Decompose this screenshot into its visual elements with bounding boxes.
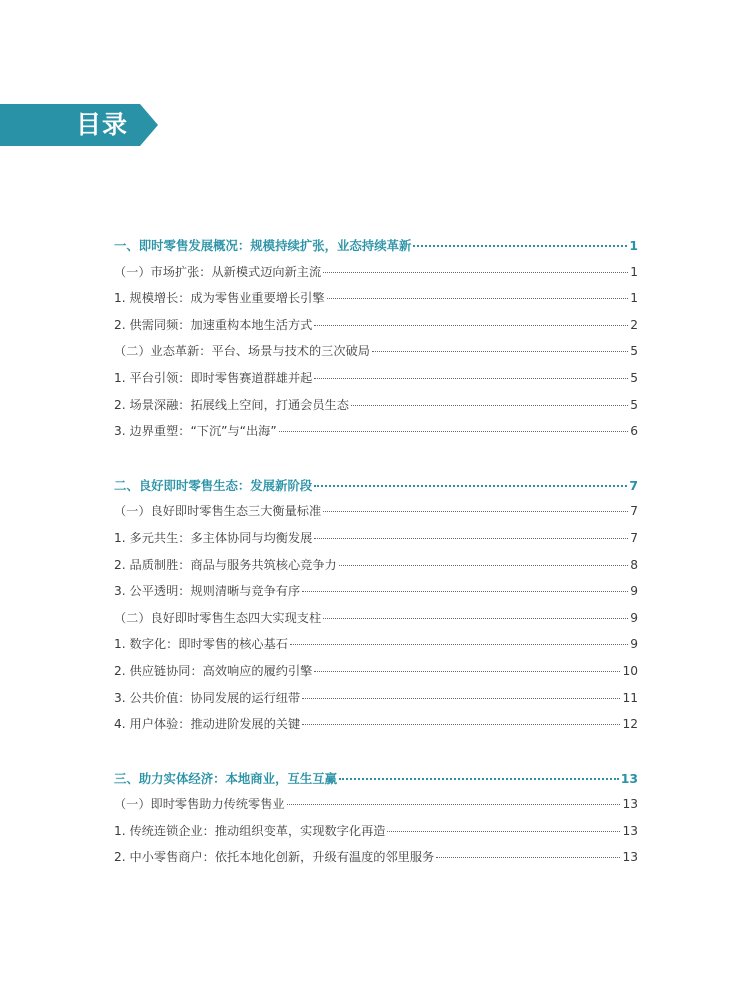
toc-entry-page-number: 9	[630, 584, 638, 599]
toc-entry-label: （二）良好即时零售生态四大实现支柱	[114, 610, 322, 625]
toc-entry-page-number: 9	[630, 610, 638, 625]
dot-leader	[413, 244, 627, 247]
toc-entry-label: 2. 供需同频：加速重构本地生活方式	[114, 317, 313, 332]
toc-entry-label: 二、良好即时零售生态：发展新阶段	[114, 477, 313, 493]
toc-entry-label: 1. 传统连锁企业：推动组织变革，实现数字化再造	[114, 823, 386, 838]
toc-entry-label: 3. 公平透明：规则清晰与竞争有序	[114, 584, 301, 599]
dot-leader	[287, 803, 621, 805]
toc-entry-item[interactable]	[114, 635, 638, 662]
chapter-gap	[114, 449, 638, 476]
toc-entry-section[interactable]	[114, 609, 638, 636]
dot-leader	[302, 590, 628, 592]
toc-entry-item[interactable]	[114, 662, 638, 689]
toc-entry-page-number: 7	[630, 530, 638, 545]
toc-entry-page-number: 10	[622, 663, 638, 678]
dot-leader	[290, 643, 628, 645]
toc-entry-item[interactable]	[114, 422, 638, 449]
toc-entry-label: （一）即时零售助力传统零售业	[114, 797, 285, 812]
toc-entry-page-number: 13	[620, 770, 638, 786]
toc-entry-page-number: 9	[630, 637, 638, 652]
toc-entry-item[interactable]	[114, 556, 638, 583]
dot-leader	[314, 377, 628, 379]
toc-entry-chapter[interactable]	[114, 769, 638, 796]
toc-entry-section[interactable]	[114, 342, 638, 369]
page-title: 目录	[76, 110, 129, 139]
toc-entry-label: 2. 供应链协同：高效响应的履约引擎	[114, 663, 313, 678]
dot-leader	[314, 537, 628, 539]
toc-entry-label: （一）市场扩张：从新模式迈向新主流	[114, 264, 322, 279]
dot-leader	[323, 271, 628, 273]
toc-entry-label: 1. 平台引领：即时零售赛道群雄并起	[114, 370, 313, 385]
toc-entry-label: 2. 场景深融：拓展线上空间，打通会员生态	[114, 397, 349, 412]
toc-entry-label: 三、助力实体经济：本地商业，互生互赢	[114, 770, 338, 786]
table-of-contents	[114, 236, 638, 875]
toc-entry-page-number: 8	[630, 557, 638, 572]
toc-entry-item[interactable]	[114, 316, 638, 343]
dot-leader	[314, 484, 627, 487]
toc-entry-page-number: 12	[622, 717, 638, 732]
toc-entry-page-number: 13	[622, 850, 638, 865]
dot-leader	[339, 777, 619, 780]
dot-leader	[302, 697, 620, 699]
dot-leader	[314, 324, 628, 326]
toc-entry-chapter[interactable]	[114, 236, 638, 263]
dot-leader	[436, 856, 620, 858]
dot-leader	[314, 670, 620, 672]
toc-entry-item[interactable]	[114, 529, 638, 556]
toc-entry-page-number: 5	[630, 397, 638, 412]
toc-entry-label: 2. 中小零售商户：依托本地化创新，升级有温度的邻里服务	[114, 850, 435, 865]
toc-entry-item[interactable]	[114, 582, 638, 609]
toc-entry-page-number: 7	[629, 477, 638, 493]
dot-leader	[279, 430, 629, 432]
toc-entry-item[interactable]	[114, 848, 638, 875]
toc-entry-page-number: 11	[622, 690, 638, 705]
dot-leader	[387, 830, 620, 832]
toc-entry-page-number: 1	[630, 264, 638, 279]
dot-leader	[339, 564, 629, 566]
toc-entry-item[interactable]	[114, 689, 638, 716]
chapter-gap	[114, 742, 638, 769]
dot-leader	[302, 723, 620, 725]
toc-entry-page-number: 1	[630, 291, 638, 306]
dot-leader	[323, 510, 628, 512]
toc-entry-label: （二）业态革新：平台、场景与技术的三次破局	[114, 344, 370, 359]
toc-entry-label: 1. 数字化：即时零售的核心基石	[114, 637, 288, 652]
toc-entry-page-number: 1	[629, 238, 638, 253]
toc-entry-section[interactable]	[114, 263, 638, 290]
toc-banner	[0, 104, 158, 146]
toc-entry-label: 1. 规模增长：成为零售业重要增长引擎	[114, 291, 325, 306]
toc-entry-section[interactable]	[114, 795, 638, 822]
toc-entry-page-number: 13	[622, 823, 638, 838]
toc-entry-label: 一、即时零售发展概况：规模持续扩张，业态持续革新	[114, 238, 412, 253]
toc-entry-page-number: 7	[630, 504, 638, 519]
toc-entry-label: 1. 多元共生：多主体协同与均衡发展	[114, 530, 313, 545]
toc-entry-item[interactable]	[114, 715, 638, 742]
toc-entry-label: 3. 公共价值：协同发展的运行纽带	[114, 690, 301, 705]
toc-entry-label: 3. 边界重塑：“下沉”与“出海”	[114, 424, 277, 439]
toc-entry-item[interactable]	[114, 289, 638, 316]
toc-entry-page-number: 13	[622, 797, 638, 812]
dot-leader	[323, 617, 628, 619]
dot-leader	[351, 404, 628, 406]
toc-entry-chapter[interactable]	[114, 476, 638, 503]
toc-entry-page-number: 5	[630, 344, 638, 359]
toc-entry-label: 4. 用户体验：推动进阶发展的关键	[114, 717, 301, 732]
toc-entry-page-number: 6	[630, 424, 638, 439]
toc-entry-page-number: 2	[630, 317, 638, 332]
dot-leader	[372, 350, 628, 352]
toc-entry-item[interactable]	[114, 822, 638, 849]
toc-entry-item[interactable]	[114, 396, 638, 423]
toc-entry-item[interactable]	[114, 369, 638, 396]
dot-leader	[327, 297, 629, 299]
toc-entry-page-number: 5	[630, 370, 638, 385]
toc-entry-label: （一）良好即时零售生态三大衡量标准	[114, 504, 322, 519]
toc-entry-label: 2. 品质制胜：商品与服务共筑核心竞争力	[114, 557, 337, 572]
toc-entry-section[interactable]	[114, 502, 638, 529]
